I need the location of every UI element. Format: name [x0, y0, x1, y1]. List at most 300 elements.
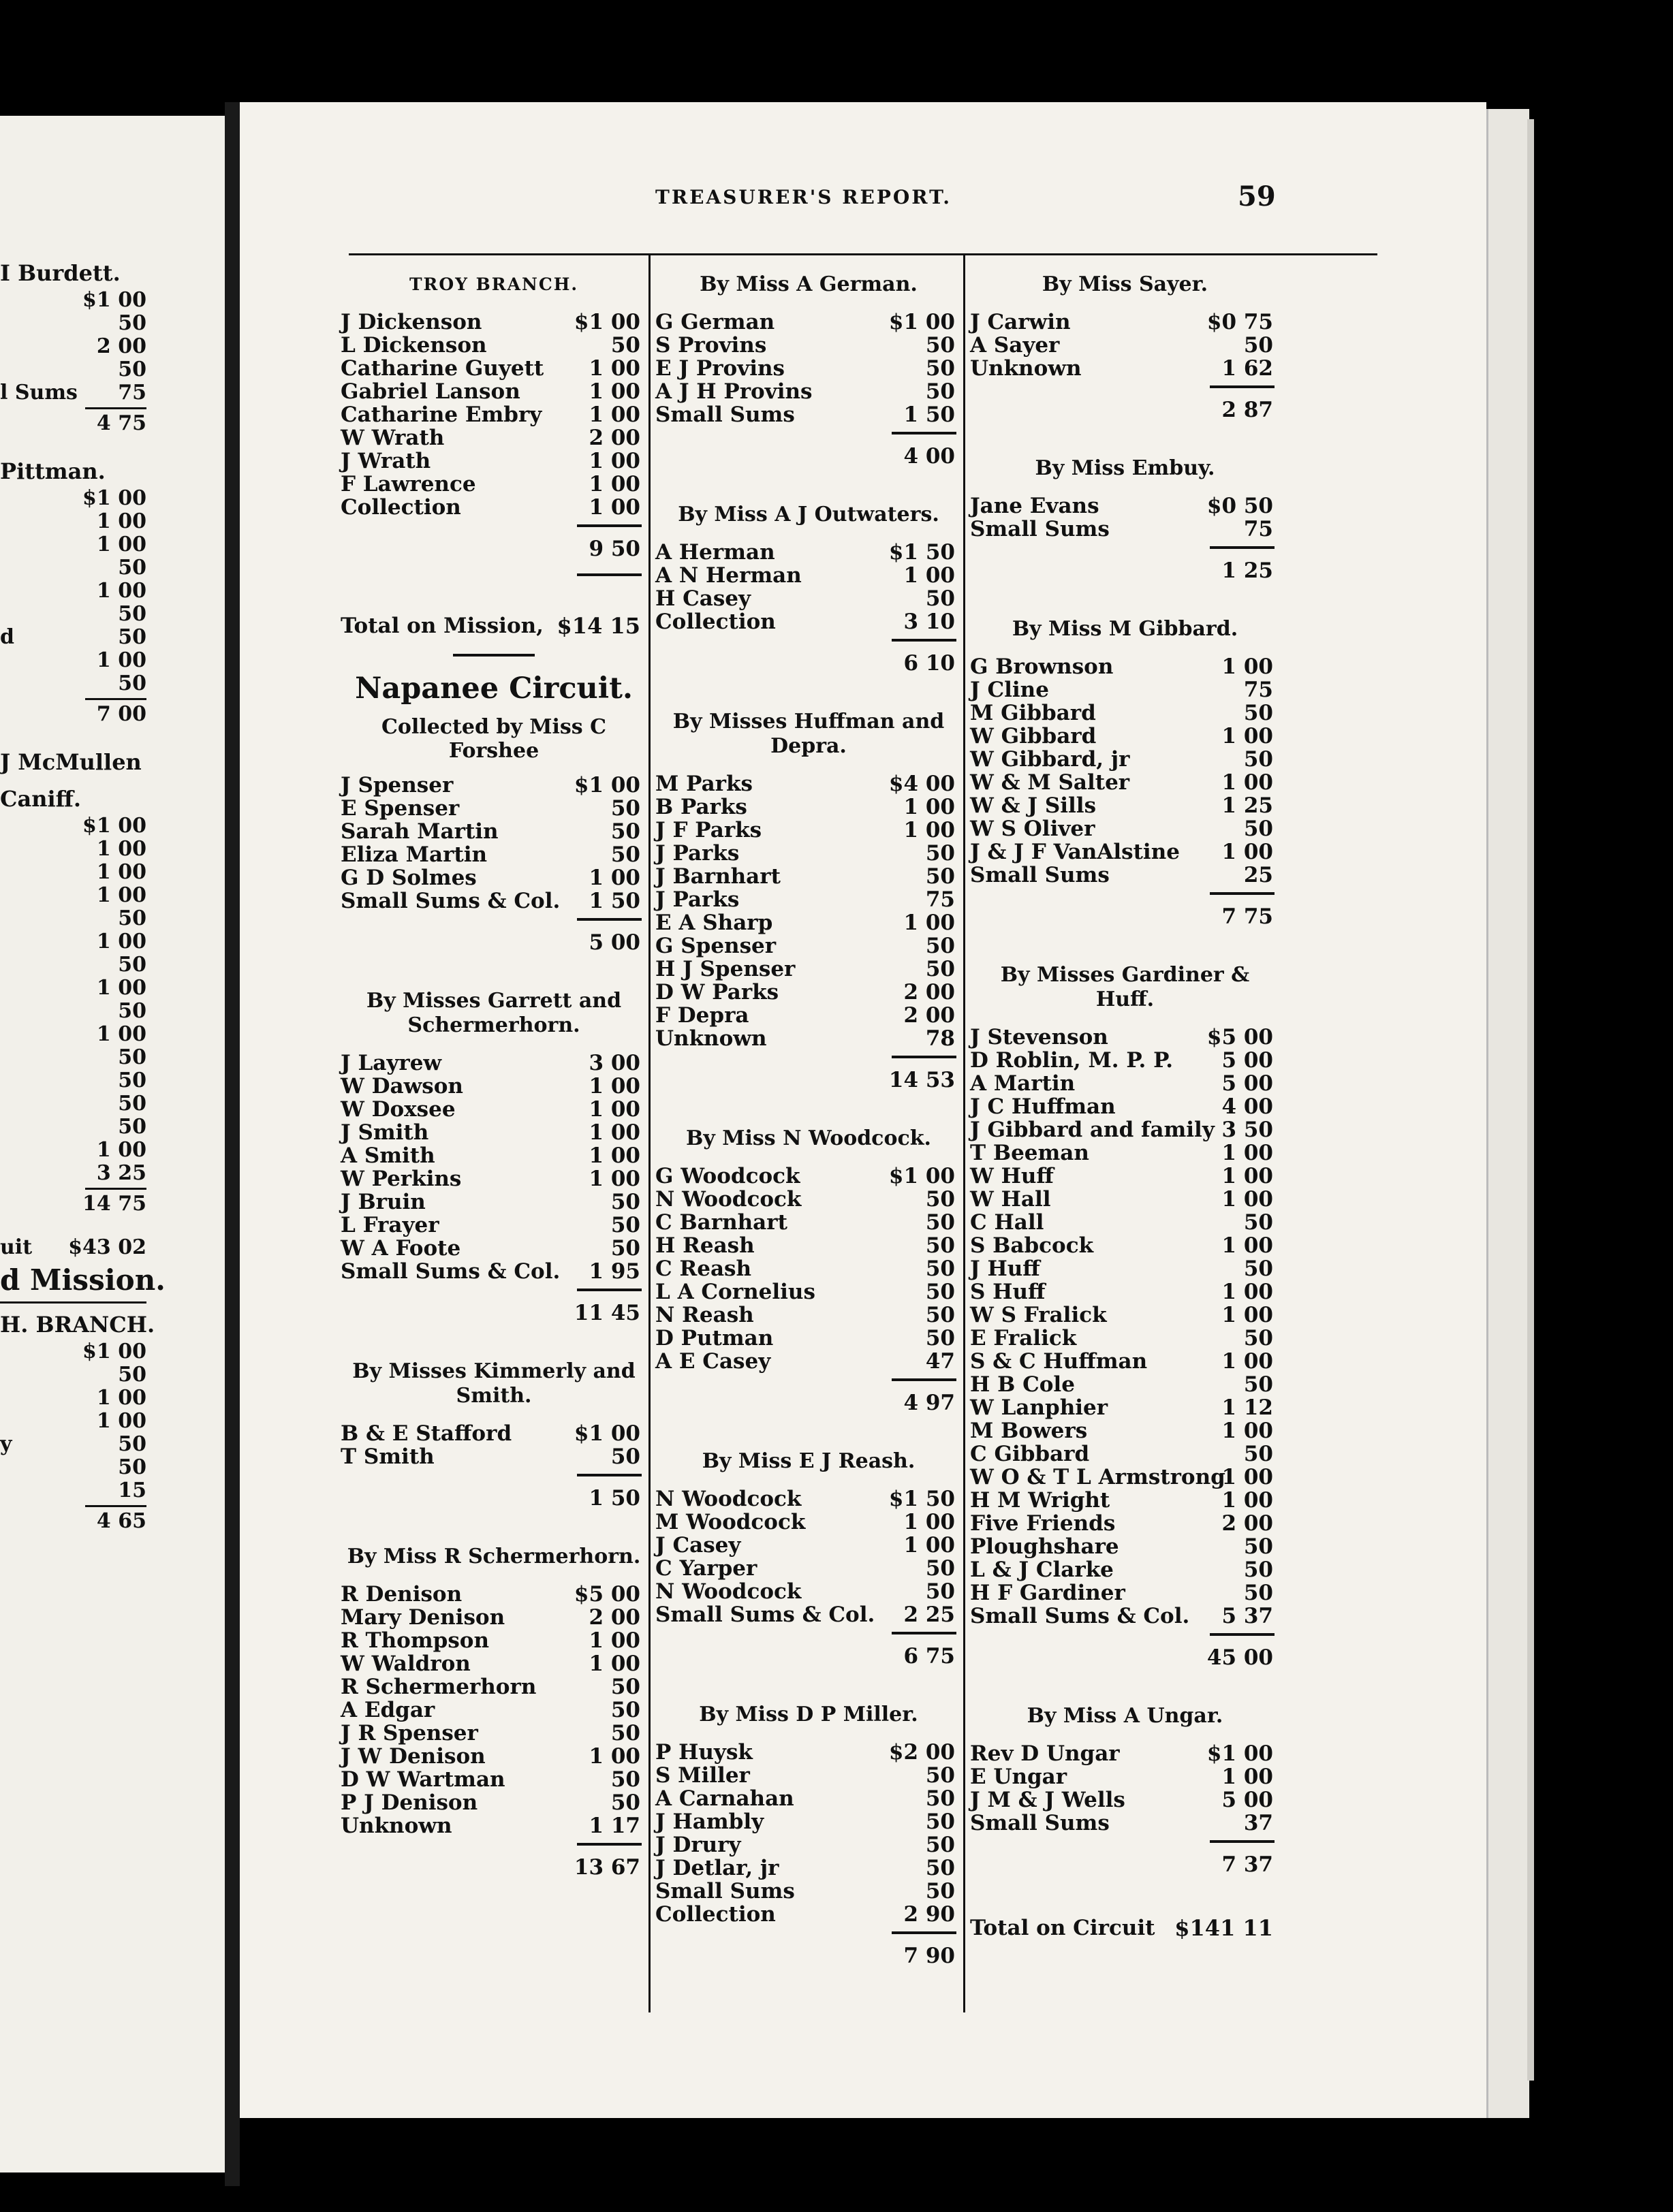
- contributor-name: Collection: [655, 1902, 776, 1927]
- contribution-amount: 1 00: [903, 1510, 955, 1534]
- section-gap: [655, 1976, 962, 1995]
- left-line-amount: 50: [118, 358, 146, 381]
- contribution-amount: 50: [1243, 1581, 1273, 1605]
- contribution-row: [970, 518, 1280, 541]
- contribution-row: [970, 357, 1280, 380]
- contributor-name: J Stevenson: [970, 1025, 1108, 1049]
- section-gap: [341, 583, 647, 602]
- contribution-row: [341, 357, 647, 380]
- contributor-name: A J H Provins: [655, 379, 813, 404]
- section-gap: [970, 1885, 1280, 1904]
- contributor-name: J Spenser: [341, 773, 454, 797]
- subtotal-rule: [1210, 385, 1275, 388]
- contribution-amount: 1 00: [1221, 724, 1273, 748]
- subtotal: [341, 1468, 647, 1519]
- subtotal-amount: 4 97: [903, 1391, 955, 1415]
- contribution-amount: 1 00: [1221, 1419, 1273, 1443]
- contributor-name: H M Wright: [970, 1488, 1110, 1513]
- subtotal: [341, 913, 647, 963]
- contribution-amount: 50: [925, 841, 955, 866]
- left-line: [0, 1236, 225, 1259]
- contribution-row: [655, 1257, 962, 1280]
- contribution-row: [655, 1487, 962, 1511]
- contribution-row: [655, 1511, 962, 1534]
- contributor-name: J Barnhart: [655, 864, 781, 889]
- column-divider-2: [963, 255, 965, 2012]
- left-line-label: H. BRANCH.: [0, 1312, 155, 1338]
- contribution-row: [341, 1190, 647, 1214]
- contribution-amount: 50: [925, 1303, 955, 1327]
- contribution-row: [970, 1257, 1280, 1280]
- section-title: By Miss A German.: [700, 272, 918, 296]
- contribution-amount: 1 00: [1221, 654, 1273, 679]
- subtotal-amount: 7 37: [1221, 1852, 1273, 1877]
- subtotal: [970, 1628, 1280, 1678]
- contribution-row: [970, 1095, 1280, 1118]
- contribution-row: [655, 1304, 962, 1327]
- contribution-row: [970, 1026, 1280, 1049]
- left-line: [0, 884, 225, 907]
- contribution-amount: 2 00: [589, 426, 640, 450]
- left-line-amount: 14 75: [82, 1192, 146, 1216]
- left-line: [0, 312, 225, 335]
- left-line-amount: 1 00: [96, 1139, 146, 1162]
- left-line-amount: 3 25: [96, 1162, 146, 1185]
- left-line-label: Caniff.: [0, 786, 82, 812]
- contributor-name: W Gibbard: [970, 724, 1097, 748]
- left-line: [0, 1479, 225, 1502]
- left-line-label: l Sums: [0, 381, 78, 405]
- contributor-name: P Huysk: [655, 1740, 753, 1765]
- contributor-name: C Gibbard: [970, 1442, 1090, 1466]
- contribution-row: [341, 1606, 647, 1629]
- contribution-row: [655, 1211, 962, 1234]
- contributor-name: W Perkins: [341, 1167, 462, 1191]
- contributor-name: J Bruin: [341, 1190, 426, 1214]
- total-row: [341, 614, 647, 637]
- left-line: [0, 1092, 225, 1116]
- contribution-amount: 1 00: [589, 1143, 640, 1168]
- contribution-amount: 50: [1243, 1534, 1273, 1559]
- contributor-name: Small Sums: [655, 402, 795, 427]
- subtotal-rule: [577, 1474, 642, 1476]
- contributor-name: P J Denison: [341, 1790, 478, 1815]
- contributor-name: Small Sums & Col.: [970, 1604, 1190, 1628]
- contribution-amount: 50: [925, 1763, 955, 1788]
- contributor-name: W & M Salter: [970, 770, 1130, 795]
- subtotal-rule: [892, 1632, 956, 1634]
- contribution-row: [341, 426, 647, 449]
- subtotal-amount: 45 00: [1206, 1645, 1273, 1670]
- left-line-amount: 1 00: [96, 1387, 146, 1410]
- page-number: 59: [1238, 180, 1276, 212]
- left-line: [0, 1162, 225, 1185]
- contributor-name: S Babcock: [970, 1233, 1094, 1258]
- contribution-row: [970, 655, 1280, 678]
- contributor-name: Unknown: [655, 1026, 767, 1051]
- contribution-amount: 78: [925, 1026, 955, 1051]
- contribution-amount: 50: [925, 1187, 955, 1212]
- contributor-name: Unknown: [341, 1814, 452, 1838]
- contributor-name: J Smith: [341, 1120, 429, 1145]
- contribution-row: [341, 866, 647, 889]
- contribution-row: [655, 888, 962, 911]
- contribution-amount: 50: [610, 1721, 640, 1745]
- left-line: [0, 1387, 225, 1410]
- contributor-name: Small Sums: [655, 1879, 795, 1903]
- contribution-row: [970, 701, 1280, 725]
- contribution-amount: $1 00: [574, 1421, 640, 1446]
- contributor-name: W O & T L Armstrong: [970, 1465, 1225, 1489]
- contribution-amount: $1 00: [888, 310, 955, 334]
- left-line: [0, 335, 225, 358]
- contribution-amount: 50: [610, 1236, 640, 1261]
- left-line-label: uit: [0, 1236, 33, 1259]
- left-line-amount: 50: [118, 1363, 146, 1387]
- contribution-amount: 1 00: [589, 1628, 640, 1653]
- left-line: [0, 1433, 225, 1456]
- left-line-amount: 1 00: [96, 884, 146, 907]
- subtotal-rule: [577, 918, 642, 921]
- contribution-amount: 37: [1243, 1811, 1273, 1835]
- contribution-amount: 50: [610, 1767, 640, 1792]
- contribution-amount: 50: [925, 1856, 955, 1880]
- contribution-amount: 1 00: [589, 472, 640, 496]
- contribution-amount: 50: [925, 586, 955, 611]
- contributor-name: Jane Evans: [970, 494, 1099, 518]
- contribution-amount: 50: [925, 1210, 955, 1235]
- contribution-row: [341, 1675, 647, 1698]
- contributor-name: R Thompson: [341, 1628, 489, 1653]
- left-line: [0, 580, 225, 603]
- contributor-name: Collection: [655, 610, 776, 634]
- contributor-name: J Drury: [655, 1833, 741, 1857]
- contribution-row: [655, 842, 962, 865]
- contribution-row: [655, 610, 962, 633]
- contributor-name: H Casey: [655, 586, 751, 611]
- left-line-amount: 1 00: [96, 510, 146, 533]
- contribution-amount: 1 00: [1221, 1465, 1273, 1489]
- contribution-row: [655, 1787, 962, 1810]
- contributor-name: Small Sums: [970, 517, 1110, 541]
- section-gap: [655, 1101, 962, 1120]
- contribution-row: [970, 1165, 1280, 1188]
- contribution-row: [655, 1234, 962, 1257]
- contributor-name: N Reash: [655, 1303, 754, 1327]
- contribution-amount: 1 50: [903, 402, 955, 427]
- section-title: By Miss Embuy.: [1035, 456, 1215, 480]
- contribution-row: [970, 817, 1280, 840]
- section-gap: [341, 1333, 647, 1353]
- contribution-amount: 50: [610, 842, 640, 867]
- contribution-amount: 75: [925, 887, 955, 912]
- contribution-row: [655, 357, 962, 380]
- contribution-row: [341, 1167, 647, 1190]
- section-gap: [970, 430, 1280, 449]
- left-line-amount: 1 00: [96, 649, 146, 672]
- ledger-column-2: [655, 266, 962, 1995]
- contribution-row: [970, 794, 1280, 817]
- section-title: By Miss Sayer.: [1042, 272, 1208, 296]
- left-line: [0, 1000, 225, 1023]
- contribution-amount: 75: [1243, 517, 1273, 541]
- contribution-row: [341, 496, 647, 519]
- left-line-amount: 4 65: [96, 1510, 146, 1533]
- contribution-amount: 50: [610, 1675, 640, 1699]
- contribution-amount: 50: [610, 1790, 640, 1815]
- left-line-amount: 50: [118, 1456, 146, 1479]
- running-head: TREASURER'S REPORT.: [655, 186, 952, 208]
- contribution-amount: 50: [925, 1833, 955, 1857]
- contribution-row: [970, 678, 1280, 701]
- contribution-row: [970, 1373, 1280, 1396]
- contribution-amount: 50: [610, 1190, 640, 1214]
- contribution-row: [655, 981, 962, 1004]
- contribution-row: [655, 1557, 962, 1580]
- left-line-amount: 50: [118, 907, 146, 930]
- left-line: [0, 1510, 225, 1533]
- contribution-row: [341, 403, 647, 426]
- contribution-row: [341, 774, 647, 797]
- contribution-amount: $4 00: [888, 772, 955, 796]
- contribution-amount: 1 17: [589, 1814, 640, 1838]
- total-label: Total on Circuit: [970, 1916, 1155, 1940]
- left-line: [0, 358, 225, 381]
- left-line: [0, 626, 225, 649]
- contributor-name: G Woodcock: [655, 1164, 800, 1188]
- contribution-row: [970, 1788, 1280, 1812]
- contributor-name: W Doxsee: [341, 1097, 456, 1122]
- subtotal: [655, 426, 962, 477]
- section-title: By Misses Kimmerly and Smith.: [352, 1359, 636, 1408]
- contribution-row: [655, 1027, 962, 1050]
- contribution-row: [655, 1580, 962, 1603]
- contributor-name: E Fralick: [970, 1326, 1077, 1350]
- left-line-amount: 2 00: [96, 335, 146, 358]
- subtotal-rule: [892, 1056, 956, 1058]
- subtotal-rule: [1210, 546, 1275, 549]
- left-line: [0, 930, 225, 953]
- section-title: By Misses Garrett and Schermerhorn.: [366, 989, 622, 1037]
- contribution-amount: 75: [1243, 678, 1273, 702]
- contributor-name: A Edgar: [341, 1698, 435, 1722]
- contribution-row: [655, 334, 962, 357]
- left-line: [0, 1192, 225, 1216]
- left-line-amount: 50: [118, 672, 146, 695]
- contributor-name: B Parks: [655, 795, 747, 819]
- left-line: [0, 746, 225, 778]
- contribution-amount: 50: [1243, 701, 1273, 725]
- contribution-row: [655, 1165, 962, 1188]
- contribution-amount: 50: [1243, 1257, 1273, 1281]
- contribution-amount: 1 00: [589, 866, 640, 890]
- subtotal: [970, 887, 1280, 937]
- contributor-name: J Huff: [970, 1257, 1040, 1281]
- contribution-row: [970, 771, 1280, 794]
- left-line: [0, 1116, 225, 1139]
- contributor-name: F Lawrence: [341, 472, 476, 496]
- contribution-amount: 50: [925, 1786, 955, 1811]
- contribution-amount: 2 00: [1221, 1511, 1273, 1536]
- contribution-amount: 50: [925, 1579, 955, 1604]
- contributor-name: J M & J Wells: [970, 1788, 1125, 1812]
- contributor-name: W S Fralick: [970, 1303, 1107, 1327]
- contribution-amount: 1 00: [1221, 1349, 1273, 1374]
- left-line-amount: 50: [118, 1092, 146, 1116]
- total-label: Total on Mission,: [341, 614, 544, 638]
- contribution-row: [655, 1188, 962, 1211]
- contribution-row: [970, 1396, 1280, 1419]
- left-line-label: d: [0, 626, 14, 649]
- contribution-row: [970, 334, 1280, 357]
- contribution-row: [655, 772, 962, 795]
- left-line-amount: $1 00: [82, 1340, 146, 1363]
- contribution-amount: 2 25: [903, 1602, 955, 1627]
- contributor-name: Small Sums: [970, 863, 1110, 887]
- contributor-name: Sarah Martin: [341, 819, 499, 844]
- subtotal-rule: [892, 432, 956, 434]
- contribution-amount: 1 00: [903, 1533, 955, 1558]
- contributor-name: A N Herman: [655, 563, 802, 588]
- contributor-name: M Gibbard: [970, 701, 1096, 725]
- contribution-amount: 50: [610, 819, 640, 844]
- contribution-amount: 50: [1243, 1210, 1273, 1235]
- section-title: By Miss N Woodcock.: [686, 1126, 931, 1150]
- contribution-amount: 1 00: [589, 1744, 640, 1769]
- contributor-name: J & J F VanAlstine: [970, 840, 1180, 864]
- contributor-name: J Hambly: [655, 1810, 764, 1834]
- subtotal-rule: [1210, 1633, 1275, 1636]
- subtotal-rule: [577, 1289, 642, 1291]
- contribution-row: [970, 1118, 1280, 1141]
- contribution-amount: $1 00: [888, 1164, 955, 1188]
- contribution-amount: 1 00: [589, 356, 640, 381]
- section-title: TROY BRANCH.: [409, 274, 579, 294]
- contribution-row: [970, 494, 1280, 518]
- contribution-row: [970, 1581, 1280, 1605]
- left-line-amount: 50: [118, 1046, 146, 1069]
- left-line: [0, 289, 225, 312]
- contribution-amount: 3 00: [589, 1051, 640, 1075]
- contributor-name: W & J Sills: [970, 793, 1097, 818]
- contributor-name: C Reash: [655, 1257, 752, 1281]
- contribution-amount: 50: [610, 1444, 640, 1469]
- section-gap: [655, 684, 962, 703]
- subtotal: [970, 380, 1280, 430]
- contribution-row: [655, 1004, 962, 1027]
- contribution-row: [341, 1214, 647, 1237]
- contributor-name: Ploughshare: [970, 1534, 1119, 1559]
- subtotal-amount: 4 00: [903, 444, 955, 469]
- contribution-amount: 50: [1243, 817, 1273, 841]
- contributor-name: L A Cornelius: [655, 1280, 815, 1304]
- left-line-amount: 4 75: [96, 412, 146, 435]
- sum-rule: [85, 1505, 146, 1507]
- left-line-amount: 50: [118, 603, 146, 626]
- contribution-row: [655, 1280, 962, 1304]
- contributor-name: J Wrath: [341, 449, 431, 473]
- left-line: [0, 1046, 225, 1069]
- subtotal: [655, 1050, 962, 1101]
- contributor-name: J Dickenson: [341, 310, 482, 334]
- collected-by: Collected by Miss C Forshee: [381, 715, 606, 763]
- left-line-label: d Mission.: [0, 1265, 166, 1296]
- contribution-row: [341, 1722, 647, 1745]
- contribution-amount: 5 00: [1221, 1048, 1273, 1073]
- contributor-name: J C Huffman: [970, 1094, 1116, 1119]
- contribution-row: [341, 1422, 647, 1445]
- section-title: By Miss A J Outwaters.: [678, 503, 939, 526]
- contributor-name: Small Sums & Col.: [655, 1602, 875, 1627]
- contributor-name: A Smith: [341, 1143, 435, 1168]
- contribution-row: [655, 911, 962, 934]
- left-line: [0, 456, 225, 487]
- contribution-row: [655, 819, 962, 842]
- left-line-amount: $43 02: [68, 1236, 146, 1259]
- circuit-title: Napanee Circuit.: [355, 672, 633, 706]
- contribution-amount: 5 00: [1221, 1071, 1273, 1096]
- section-title: By Misses Gardiner & Huff.: [1000, 963, 1250, 1011]
- left-line: [0, 412, 225, 435]
- contribution-amount: 1 00: [589, 402, 640, 427]
- contributor-name: A E Casey: [655, 1349, 771, 1374]
- contributor-name: D W Wartman: [341, 1767, 505, 1792]
- ledger-column-1: [341, 266, 647, 1907]
- left-line: [0, 672, 225, 695]
- section-gap: [341, 1888, 647, 1907]
- contribution-row: [970, 1442, 1280, 1466]
- contributor-name: N Woodcock: [655, 1187, 802, 1212]
- contribution-row: [970, 1535, 1280, 1558]
- contributor-name: C Yarper: [655, 1556, 757, 1581]
- contribution-amount: 1 00: [589, 1167, 640, 1191]
- contribution-row: [341, 1768, 647, 1791]
- contribution-row: [341, 1791, 647, 1814]
- contributor-name: N Woodcock: [655, 1487, 802, 1511]
- contributor-name: Rev D Ungar: [970, 1741, 1120, 1766]
- contribution-row: [970, 864, 1280, 887]
- contributor-name: G German: [655, 310, 775, 334]
- contribution-row: [970, 1211, 1280, 1234]
- contribution-row: [341, 1052, 647, 1075]
- section-gap: [970, 591, 1280, 610]
- contribution-row: [655, 934, 962, 958]
- left-line: [0, 907, 225, 930]
- contributor-name: E Spenser: [341, 796, 460, 821]
- contribution-row: [341, 1814, 647, 1837]
- contribution-amount: $1 00: [1206, 1741, 1273, 1766]
- contributor-name: W Lanphier: [970, 1395, 1108, 1420]
- contribution-amount: 1 00: [903, 795, 955, 819]
- subtotal-rule: [892, 1931, 956, 1934]
- contribution-row: [341, 820, 647, 843]
- contribution-amount: 50: [1243, 1326, 1273, 1350]
- contributor-name: C Hall: [970, 1210, 1044, 1235]
- subtotal-amount: 13 67: [574, 1855, 640, 1880]
- contribution-row: [655, 541, 962, 564]
- contributor-name: A Martin: [970, 1071, 1076, 1096]
- contribution-amount: 50: [925, 1280, 955, 1304]
- contributor-name: Collection: [341, 495, 461, 520]
- section-rule: [0, 1301, 146, 1304]
- subtotal: [655, 1373, 962, 1423]
- section-title: By Misses Huffman and Depra.: [672, 710, 945, 758]
- left-line: [0, 977, 225, 1000]
- contributor-name: L & J Clarke: [970, 1558, 1114, 1582]
- left-line-amount: 50: [118, 556, 146, 580]
- left-line-amount: 1 00: [96, 838, 146, 861]
- contribution-row: [341, 311, 647, 334]
